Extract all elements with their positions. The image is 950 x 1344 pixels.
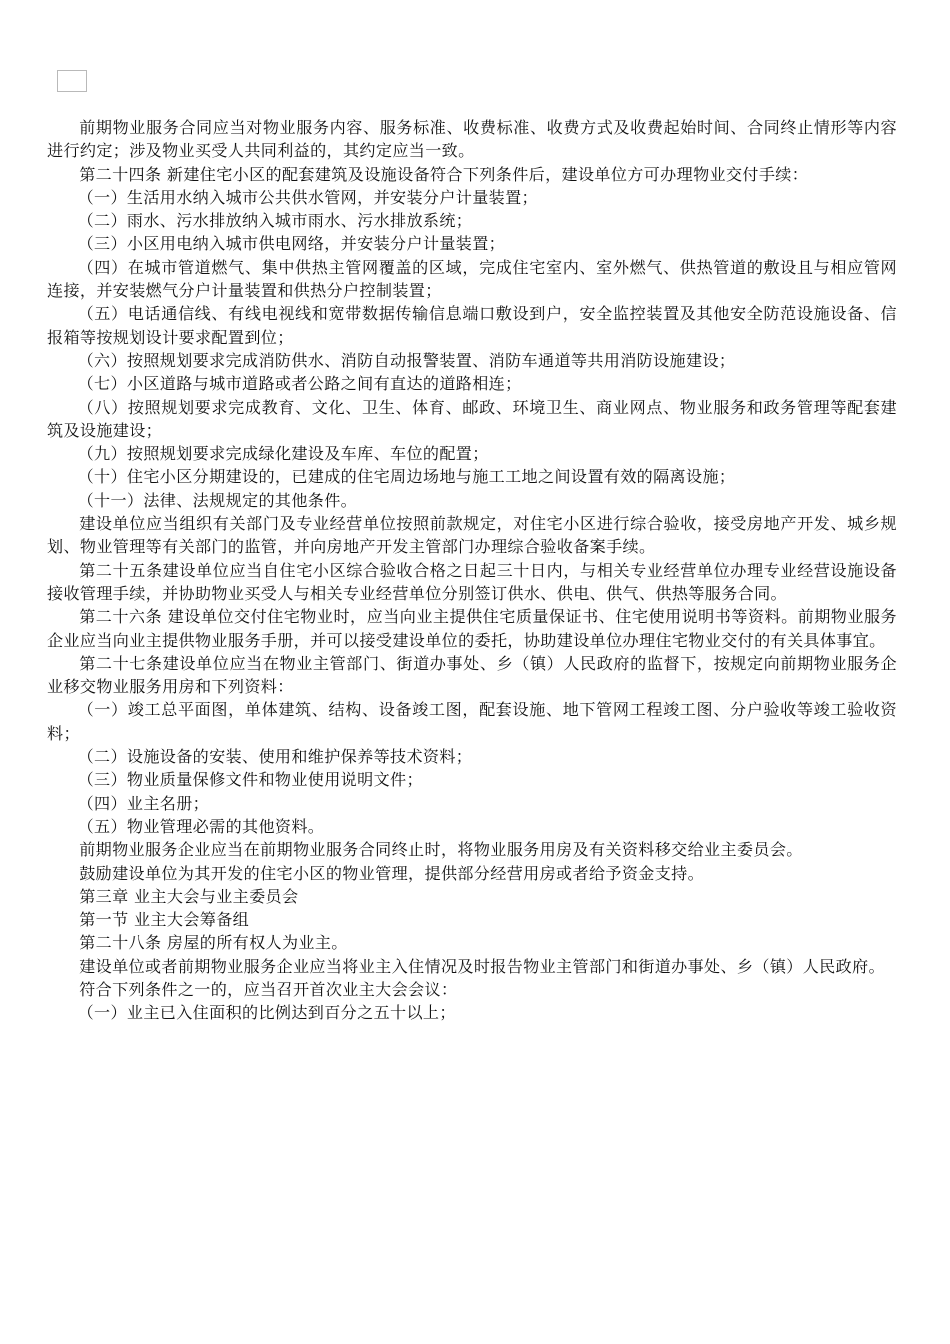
paragraph: 第一节 业主大会筹备组 [79, 910, 250, 930]
list-item: （一）竣工总平面图，单体建筑、结构、设备竣工图，配套设施、地下管网工程竣工图、分户验收等竣工验收资料； [47, 700, 897, 743]
list-item: （五）物业管理必需的其他资料。 [77, 816, 325, 836]
paragraph: 第二十七条建设单位应当在物业主管部门、街道办事处、乡（镇）人民政府的监督下，按规定向前期物业服务企业移交物业服务用房和下列资料： [47, 653, 897, 697]
list-item: （四）业主名册； [77, 793, 210, 813]
list-item: （一）业主已入住面积的比例达到百分之五十以上； [77, 1003, 456, 1023]
list-item: （八）按照规划要求完成教育、文化、卫生、体育、邮政、环境卫生、商业网点、物业服务和政务管理等配套建筑及设施建设； [47, 397, 897, 440]
paragraph: 第二十六条 建设单位交付住宅物业时，应当向业主提供住宅质量保证书、住宅使用说明书等资料。前期物业服务企业应当向业主提供物业服务手册，并可以接受建设单位的委托，协助建设单位办理住宅物业交付的有关具体事宜。 [47, 607, 897, 650]
list-item: （五）电话通信线、有线电视线和宽带数据传输信息端口敷设到户，安全监控装置及其他安全防范设施设备、信报箱等按规划设计要求配置到位； [47, 304, 897, 347]
paragraph: 建设单位应当组织有关部门及专业经营单位按照前款规定，对住宅小区进行综合验收，接受房地产开发、城乡规划、物业管理等有关部门的监管，并向房地产开发主管部门办理综合验收备案手续。 [47, 514, 897, 557]
list-item: （一）生活用水纳入城市公共供水管网，并安装分户计量装置； [77, 187, 539, 207]
paragraph: 第三章 业主大会与业主委员会 [79, 886, 299, 906]
list-item: （六）按照规划要求完成消防供水、消防自动报警装置、消防车通道等共用消防设施建设； [77, 350, 736, 370]
paragraph: 第二十八条 房屋的所有权人为业主。 [79, 933, 348, 953]
paragraph: 前期物业服务合同应当对物业服务内容、服务标准、收费标准、收费方式及收费起始时间、合同终止情形等内容进行约定；涉及物业买受人共同利益的，其约定应当一致。 [47, 118, 897, 161]
list-item: （二）设施设备的安装、使用和维护保养等技术资料； [77, 747, 473, 767]
image-placeholder-icon [57, 70, 87, 92]
paragraph: 符合下列条件之一的，应当召开首次业主大会会议： [79, 979, 458, 999]
list-item: （七）小区道路与城市道路或者公路之间有直达的道路相连； [77, 374, 522, 394]
document-body [47, 116, 897, 1025]
paragraph: 第二十四条 新建住宅小区的配套建筑及设施设备符合下列条件后，建设单位方可办理物业交付手续： [79, 164, 809, 184]
paragraph: 建设单位或者前期物业服务企业应当将业主入住情况及时报告物业主管部门和街道办事处、乡（镇）人民政府。 [79, 956, 885, 976]
list-item: （九）按照规划要求完成绿化建设及车库、车位的配置； [77, 444, 489, 464]
list-item: （三）物业质量保修文件和物业使用说明文件； [77, 770, 423, 790]
list-item: （四）在城市管道燃气、集中供热主管网覆盖的区域，完成住宅室内、室外燃气、供热管道的敷设且与相应管网连接，并安装燃气分户计量装置和供热分户控制装置； [47, 257, 897, 301]
list-item: （十）住宅小区分期建设的，已建成的住宅周边场地与施工工地之间设置有效的隔离设施； [77, 467, 736, 487]
list-item: （二）雨水、污水排放纳入城市雨水、污水排放系统； [77, 211, 473, 231]
paragraph: 前期物业服务企业应当在前期物业服务合同终止时，将物业服务用房及有关资料移交给业主委员会。 [79, 840, 803, 860]
list-item: （十一）法律、法规规定的其他条件。 [77, 490, 358, 510]
paragraph: 鼓励建设单位为其开发的住宅小区的物业管理，提供部分经营用房或者给予资金支持。 [79, 863, 705, 883]
list-item: （三）小区用电纳入城市供电网络，并安装分户计量装置； [77, 234, 506, 254]
paragraph: 第二十五条建设单位应当自住宅小区综合验收合格之日起三十日内，与相关专业经营单位办理专业经营设施设备接收管理手续，并协助物业买受人与相关专业经营单位分别签订供水、供电、供气、供热等服务合同。 [47, 560, 897, 603]
